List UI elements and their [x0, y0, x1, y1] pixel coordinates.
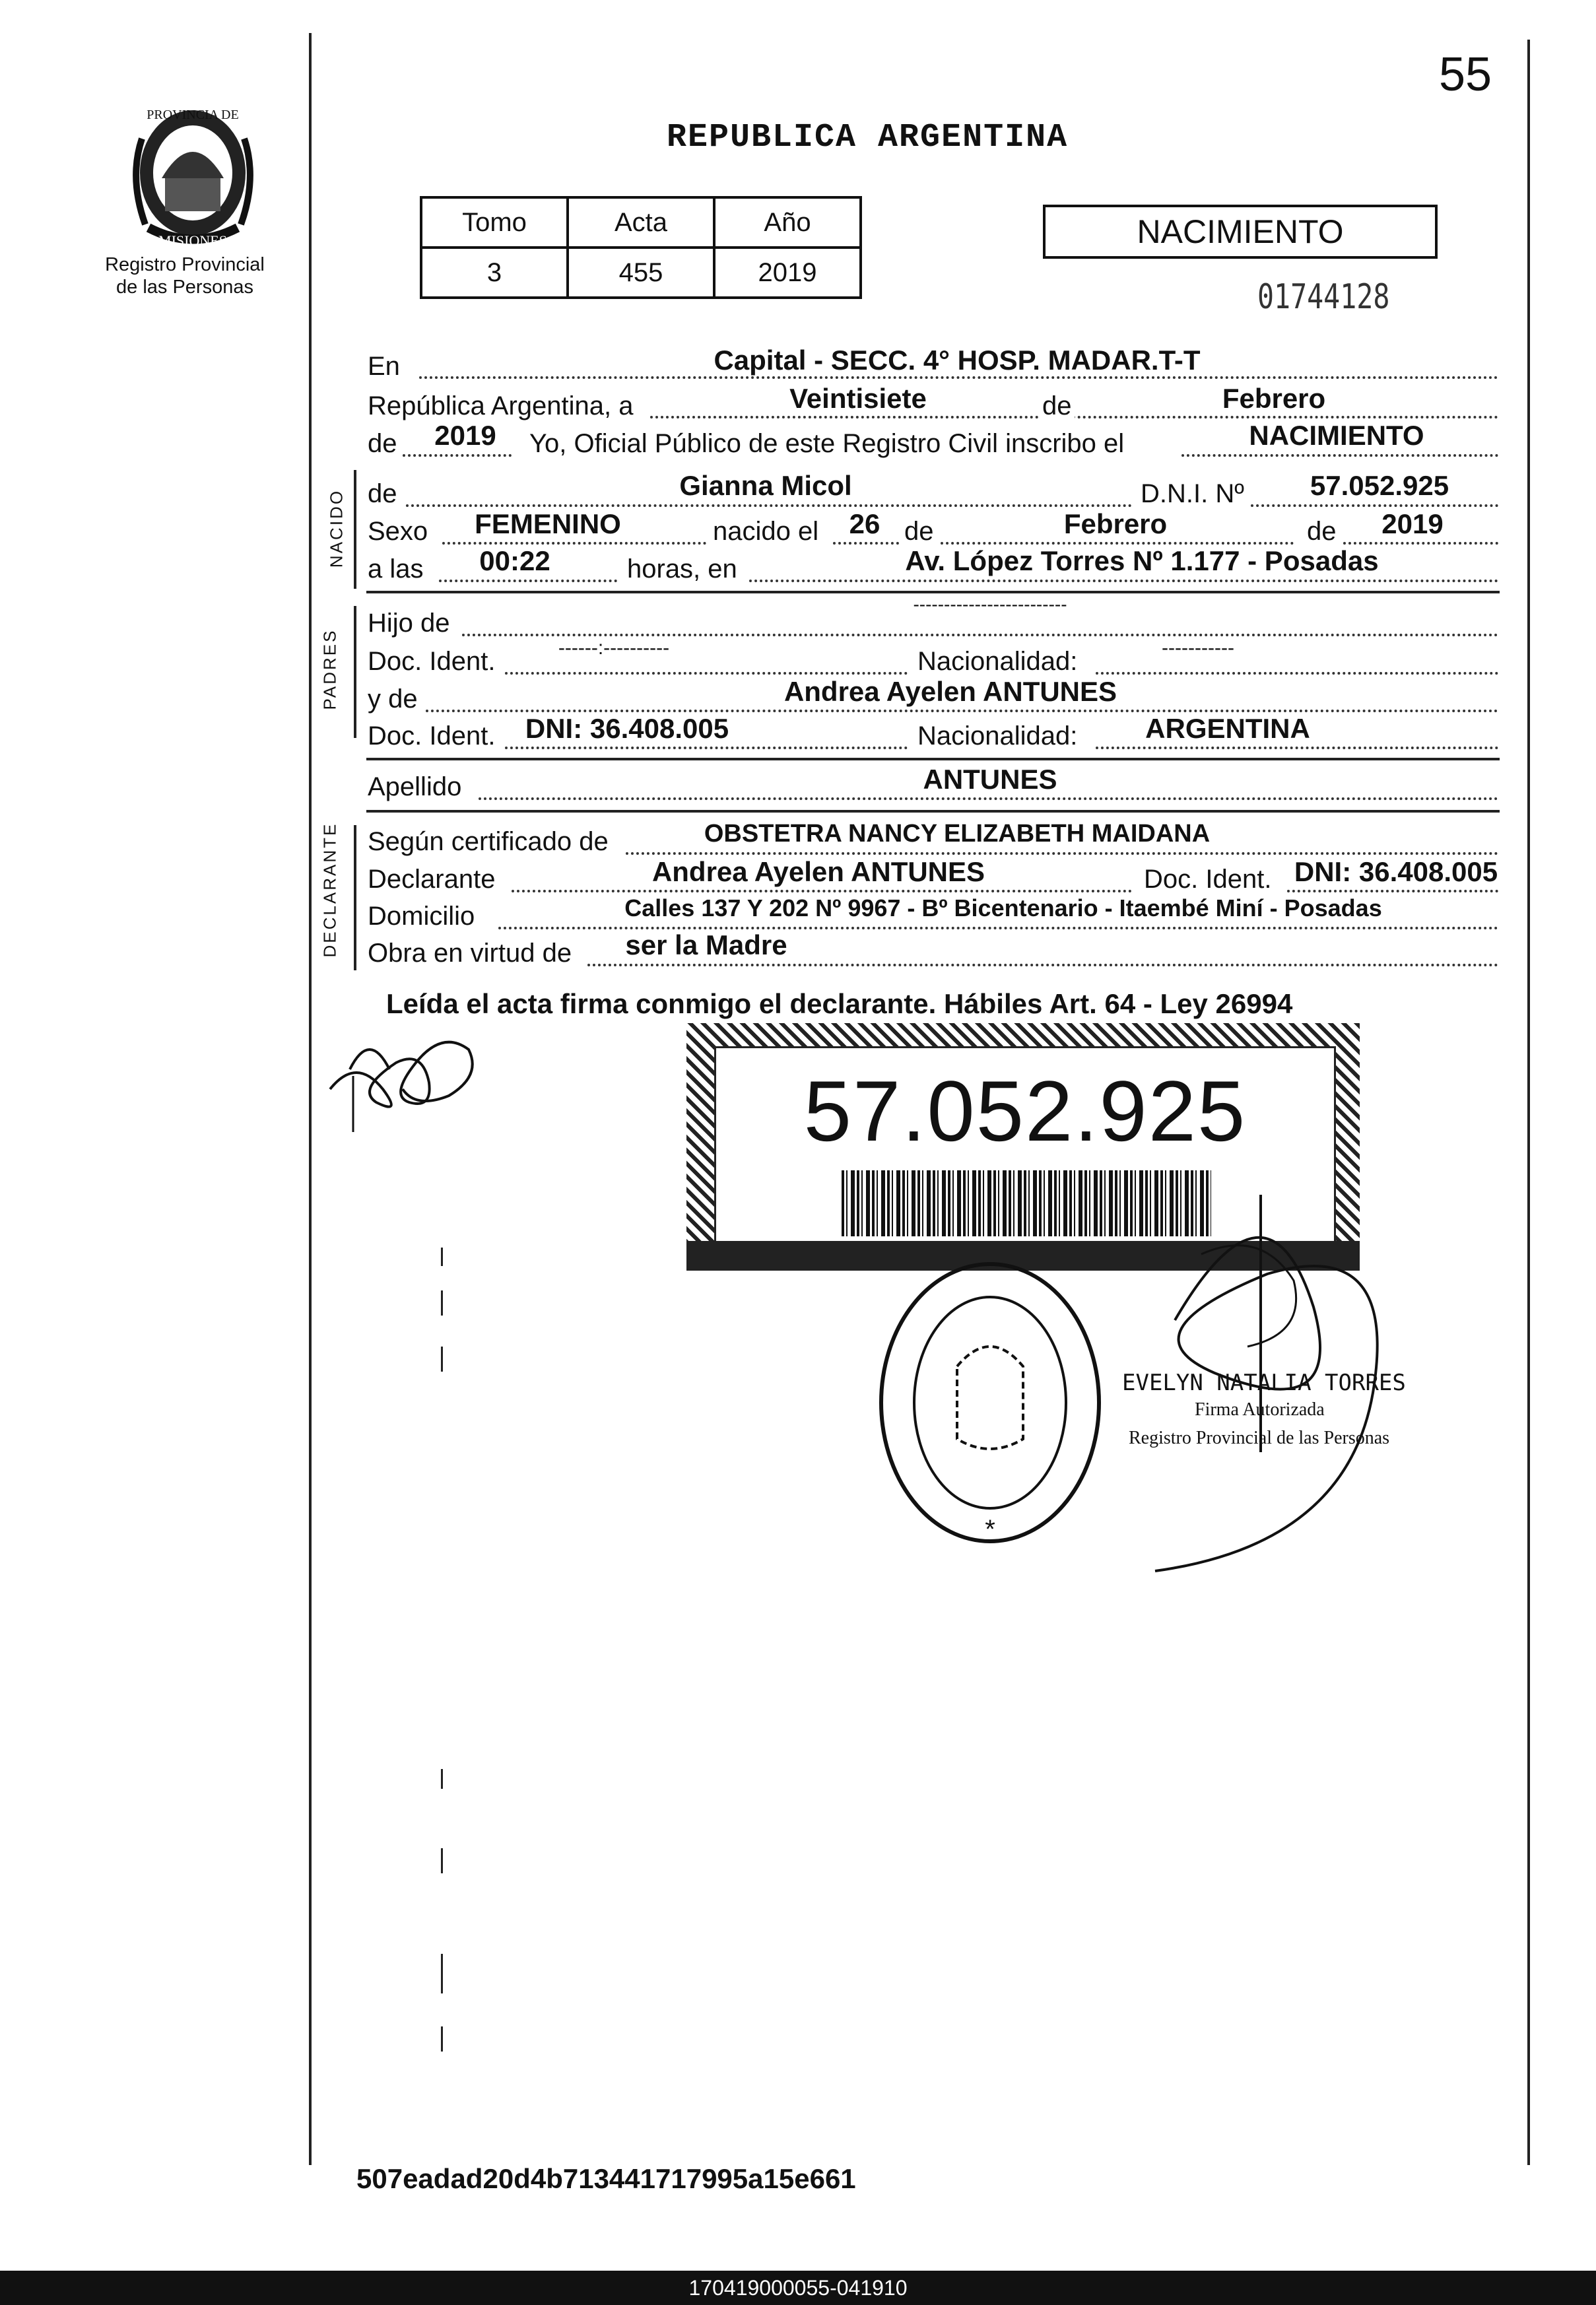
de-label-1: de: [1040, 391, 1075, 421]
act-word-value: NACIMIENTO: [1249, 420, 1424, 451]
month-value: Febrero: [1222, 383, 1326, 414]
nacido-divider: [366, 591, 1500, 593]
obra-value: ser la Madre: [625, 929, 787, 960]
apellido-divider: [366, 810, 1500, 813]
en-dotline: [419, 376, 1498, 379]
official-organization: Registro Provincial de las Personas: [1129, 1428, 1390, 1448]
ano-value: 2019: [714, 248, 861, 298]
mother-doc: DNI: 36.408.005: [525, 713, 729, 744]
father-name: -------------------------: [913, 594, 1067, 615]
province-seal: [116, 99, 271, 251]
official-role: Firma Autorizada: [1195, 1399, 1325, 1420]
acta-header: Acta: [568, 197, 714, 248]
birth-year-dotline: [1343, 542, 1498, 545]
mother-nat-label: Nacionalidad:: [917, 721, 1078, 751]
horas-label: horas, en: [627, 554, 737, 584]
birth-day-dotline: [833, 542, 899, 545]
margin-mark-2: [441, 1290, 443, 1316]
mother-doc-dotline: [505, 747, 908, 749]
sexo-value: FEMENINO: [475, 508, 621, 539]
svg-text:*: *: [985, 1515, 995, 1544]
year-dotline: [403, 454, 512, 457]
act-word-dotline: [1181, 454, 1498, 457]
birth-month-dotline: [941, 542, 1294, 545]
day-words: Veintisiete: [789, 383, 927, 414]
father-dotline: [462, 634, 1498, 636]
cert-label: Según certificado de: [368, 827, 609, 856]
declarante-bracket: [354, 825, 356, 970]
year-value: 2019: [434, 420, 496, 451]
father-nat: -----------: [1162, 637, 1234, 659]
nacido-de-label-3: de: [1307, 517, 1337, 546]
apellido-dotline: [479, 797, 1498, 800]
dni-sticker-number: 57.052.925: [803, 1063, 1247, 1159]
acta-value: 455: [568, 248, 714, 298]
declarant-signature: [317, 990, 488, 1142]
right-margin-line: [1527, 40, 1530, 2165]
republic-dotline: [650, 416, 1498, 418]
domicilio-label: Domicilio: [368, 902, 475, 931]
address-dotline: [749, 580, 1498, 582]
birth-address: Av. López Torres Nº 1.177 - Posadas: [905, 545, 1379, 576]
birth-month: Febrero: [1063, 508, 1168, 539]
footer-barcode-text: 170419000055-041910: [688, 2276, 908, 2300]
declarante-dotline: [512, 890, 1132, 892]
birth-time: 00:22: [479, 545, 550, 576]
mother-name: Andrea Ayelen ANTUNES: [783, 676, 1117, 707]
mother-dotline: [426, 710, 1498, 712]
nacido-de-label: de: [368, 479, 397, 508]
declarante-doc-label: Doc. Ident.: [1144, 865, 1272, 894]
padres-divider: [366, 758, 1500, 760]
margin-mark-4: [441, 1769, 443, 1789]
svg-text:MISIONES: MISIONES: [158, 232, 227, 249]
time-dotline: [439, 580, 617, 582]
dni-dotline: [1251, 504, 1498, 507]
mother-doc-label: Doc. Ident.: [368, 721, 496, 751]
ano-header: Año: [714, 197, 861, 248]
nacido-el-label: nacido el: [713, 517, 819, 546]
father-doc: ------:----------: [558, 637, 670, 659]
year-prefix-label: de: [368, 429, 397, 458]
child-name: Gianna Micol: [679, 470, 852, 501]
margin-mark-7: [441, 2026, 443, 2052]
alas-label: a las: [368, 554, 424, 584]
tomo-value: 3: [421, 248, 568, 298]
birth-year: 2019: [1381, 508, 1444, 539]
registry-name-line2: de las Personas: [116, 277, 253, 298]
clause-text: Yo, Oficial Público de este Registro Civil inscribo el: [529, 429, 1125, 458]
father-nat-label: Nacionalidad:: [917, 647, 1078, 676]
apellido-value: ANTUNES: [923, 764, 1057, 795]
act-reference-table: [420, 196, 862, 299]
sexo-dotline: [442, 542, 706, 545]
nacido-de-label-2: de: [904, 517, 934, 546]
svg-text:PROVINCIA DE: PROVINCIA DE: [147, 108, 239, 122]
padres-bracket: [354, 606, 356, 738]
declarante-section-label: DECLARANTE: [319, 822, 340, 958]
margin-mark-3: [441, 1347, 443, 1372]
father-nat-dotline: [1096, 672, 1498, 675]
act-type-box: NACIMIENTO: [1043, 205, 1438, 259]
official-name: EVELYN NATALIA TORRES: [1122, 1370, 1406, 1396]
place-value: Capital - SECC. 4° HOSP. MADAR.T-T: [714, 345, 1201, 376]
yde-label: y de: [368, 685, 418, 714]
sexo-label: Sexo: [368, 517, 428, 546]
obra-label: Obra en virtud de: [368, 939, 572, 968]
left-margin-line: [309, 33, 312, 2165]
father-doc-dotline: [505, 672, 908, 675]
certificate-value: OBSTETRA NANCY ELIZABETH MAIDANA: [704, 820, 1211, 848]
footer-bar: [0, 2271, 1596, 2305]
margin-mark-5: [441, 1848, 443, 1873]
registry-name-line1: Registro Provincial: [105, 254, 265, 275]
closing-statement: Leída el acta firma conmigo el declarante. Hábiles Art. 64 - Ley 26994: [386, 988, 1293, 1019]
nacido-section-label: NACIDO: [326, 488, 347, 568]
nacido-bracket: [354, 470, 356, 589]
declarante-label: Declarante: [368, 865, 496, 894]
tomo-header: Tomo: [421, 197, 568, 248]
name-dotline: [406, 504, 1132, 507]
country-title: REPUBLICA ARGENTINA: [667, 119, 1069, 156]
declarante-name: Andrea Ayelen ANTUNES: [651, 856, 985, 887]
father-doc-label: Doc. Ident.: [368, 647, 496, 676]
mother-nat: ARGENTINA: [1145, 713, 1310, 744]
en-label: En: [368, 352, 400, 381]
registry-oval-stamp: [871, 1254, 1109, 1551]
document-hash: 507eadad20d4b713441717995a15e661: [356, 2163, 856, 2194]
margin-mark-6: [441, 1954, 443, 1993]
page-number: 55: [1439, 48, 1492, 101]
hijo-de-label: Hijo de: [368, 609, 450, 638]
obra-dotline: [587, 964, 1498, 966]
cert-dotline: [626, 852, 1498, 855]
child-dni: 57.052.925: [1310, 470, 1449, 501]
republic-label: República Argentina, a: [368, 391, 634, 420]
margin-mark-1: [441, 1248, 443, 1266]
serial-number: 01744128: [1257, 277, 1390, 317]
padres-section-label: PADRES: [319, 628, 340, 710]
dni-label: D.N.I. Nº: [1141, 479, 1244, 508]
birth-day: 26: [849, 508, 881, 539]
apellido-label: Apellido: [368, 772, 462, 801]
declarante-doc-dotline: [1287, 890, 1498, 892]
domicilio-value: Calles 137 Y 202 Nº 9967 - Bº Bicentenario - Itaembé Miní - Posadas: [624, 894, 1382, 921]
mother-nat-dotline: [1096, 747, 1498, 749]
declarante-doc: DNI: 36.408.005: [1294, 856, 1498, 887]
